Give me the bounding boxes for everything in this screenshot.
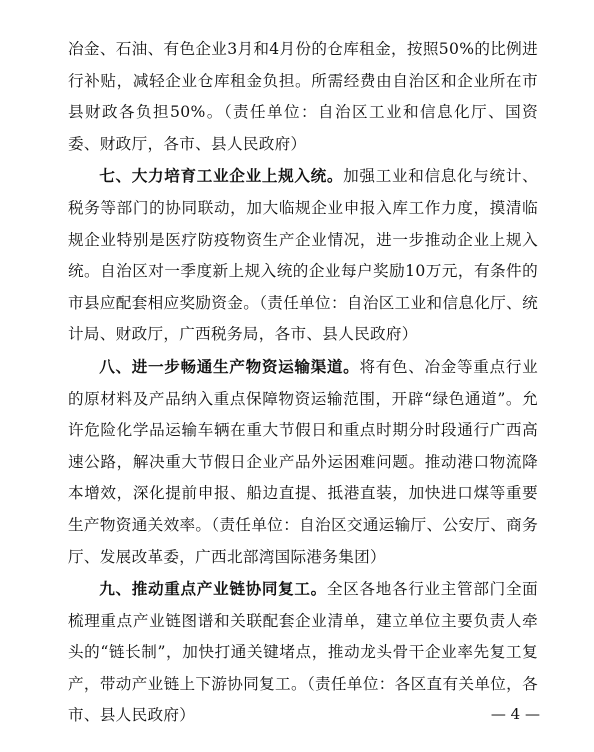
- paragraph-body: 将有色、冶金等重点行业的原材料及产品纳入重点保障物资运输范围，开辟“绿色通道”。允许危险化学品运输车辆在重大节假日和重点时期分时段通行广西高速公路，解决重大节假日企业产品外运困难问题。推动港口物流降本增效，深化提前申报、船边直提、抵港直装，加快进口煤等重要生产物资通关效率。（责任单位：自治区交通运输厅、公安厅、商务厅、发展改革委，广西北部湾国际港务集团）: [68, 357, 538, 566]
- paragraph-section-8: [68, 351, 538, 573]
- paragraph-section-9: [68, 573, 538, 732]
- paragraph-body: 全区各地各行业主管部门全面梳理重点产业链图谱和关联配套企业清单，建立单位主要负责人牵头的“链长制”，加快打通关键堵点，推动龙头骨干企业率先复工复产，带动产业链上下游协同复工。（责任单位：各区直有关单位，各市、县人民政府）: [68, 580, 539, 725]
- paragraph-section-7: [68, 160, 538, 351]
- paragraph-continuation: [68, 34, 538, 160]
- section-heading: 七、大力培育工业企业上规入统。: [99, 166, 344, 186]
- page-number: — 4 —: [490, 705, 540, 723]
- section-heading: 九、推动重点产业链协同复工。: [99, 579, 327, 599]
- document-body: [68, 34, 538, 732]
- section-heading: 八、进一步畅通生产物资运输渠道。: [99, 356, 360, 376]
- paragraph-body: 冶金、石油、有色企业3月和4月份的仓库租金，按照50%的比例进行补贴，减轻企业仓库租金负担。所需经费由自治区和企业所在市县财政各负担50%。（责任单位：自治区工业和信息化厅、国资委、财政厅，各市、县人民政府）: [68, 40, 538, 153]
- paragraph-body: 加强工业和信息化与统计、税务等部门的协同联动，加大临规企业申报入库工作力度，摸清临规企业特别是医疗防疫物资生产企业情况，进一步推动企业上规入统。自治区对一季度新上规入统的企业每户奖励10万元，有条件的市县应配套相应奖励资金。（责任单位：自治区工业和信息化厅、统计局、财政厅，广西税务局，各市、县人民政府）: [68, 167, 538, 344]
